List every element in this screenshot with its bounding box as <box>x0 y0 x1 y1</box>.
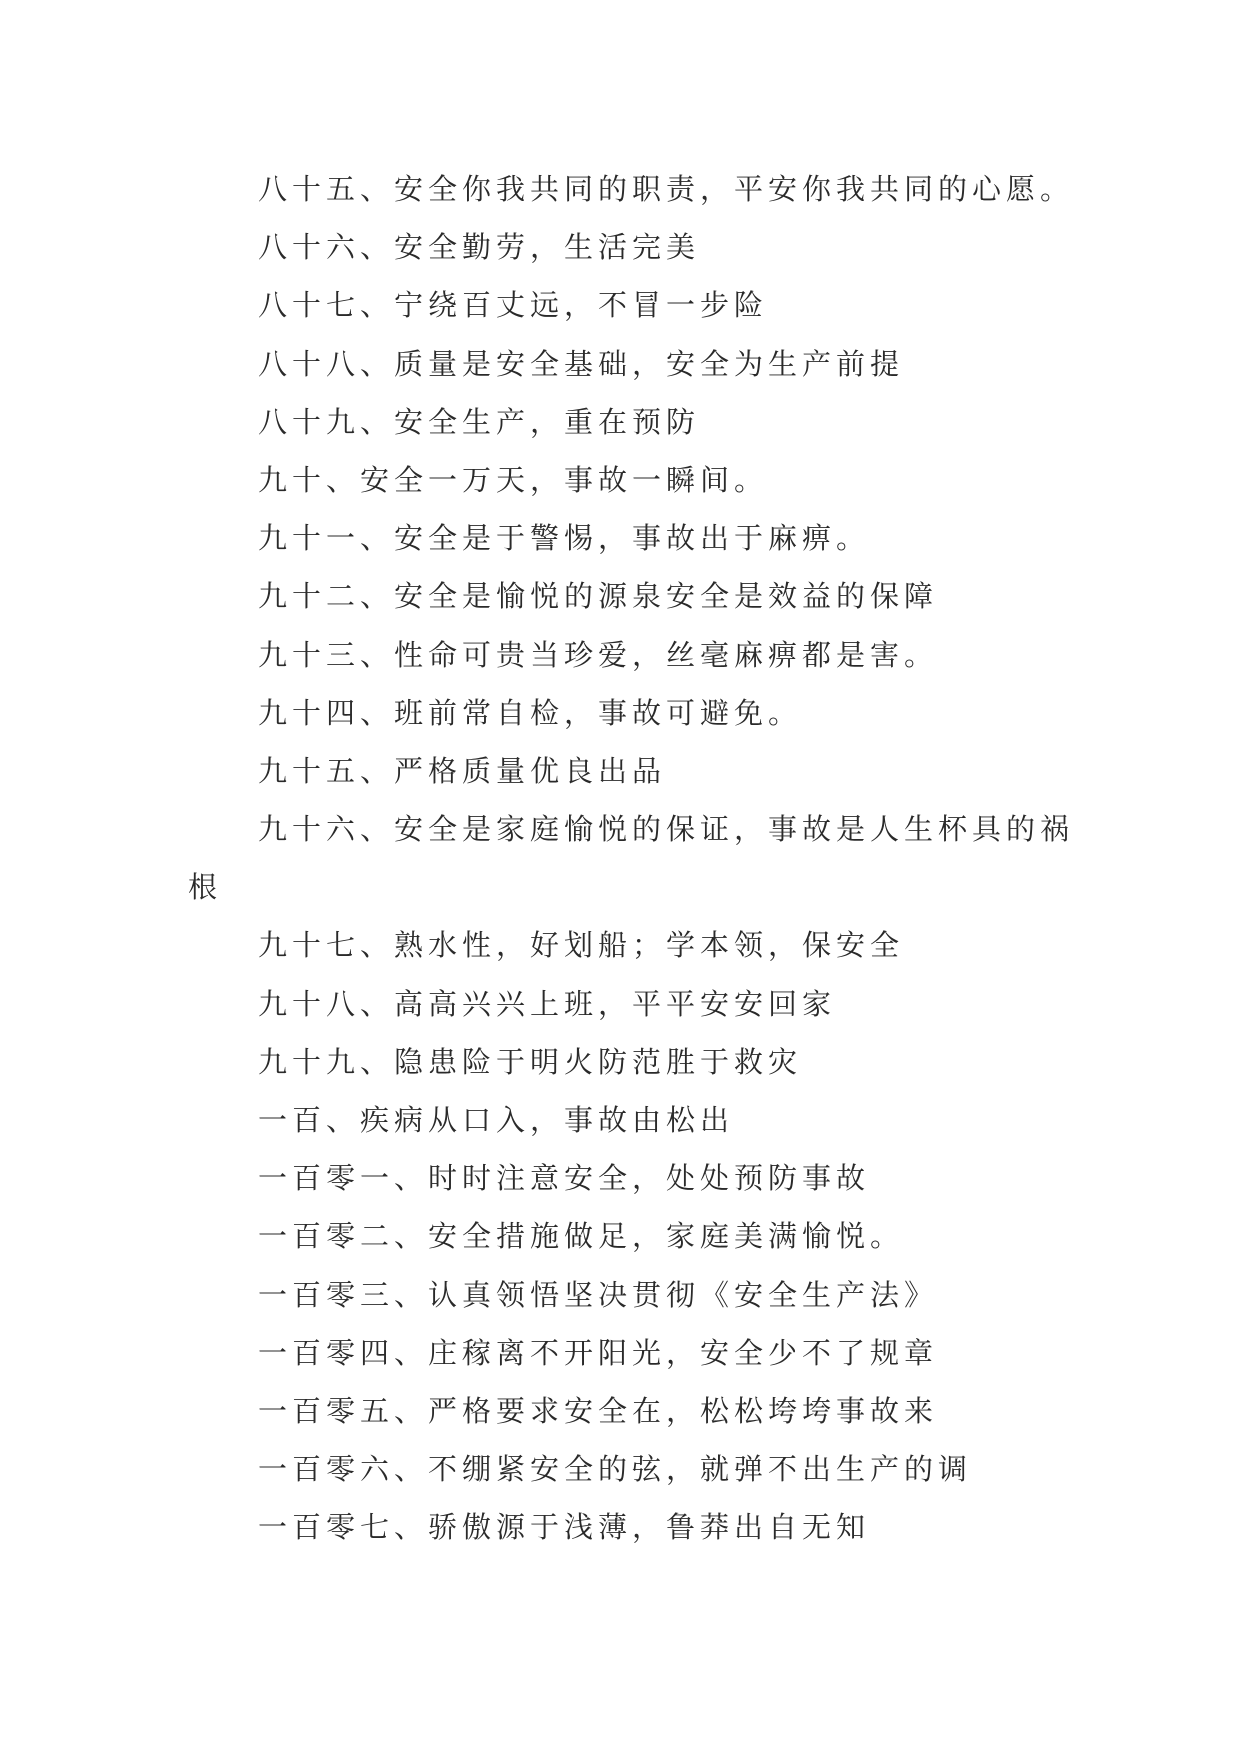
slogan-line: 九十二、安全是愉悦的源泉安全是效益的保障 <box>258 579 939 614</box>
slogan-line: 九十九、隐患险于明火防范胜于救灾 <box>258 1044 803 1079</box>
slogan-line: 一百零五、严格要求安全在，松松垮垮事故来 <box>258 1393 939 1428</box>
slogan-line: 八十八、质量是安全基础，安全为生产前提 <box>258 346 905 381</box>
slogan-line: 八十九、安全生产，重在预防 <box>258 404 701 439</box>
slogan-line: 一百零三、认真领悟坚决贯彻《安全生产法》 <box>258 1277 939 1312</box>
slogan-line: 九十、安全一万天，事故一瞬间。 <box>258 462 769 497</box>
slogan-line: 一百零四、庄稼离不开阳光，安全少不了规章 <box>258 1335 939 1370</box>
slogan-line: 九十五、严格质量优良出品 <box>258 753 667 788</box>
slogan-line: 九十八、高高兴兴上班，平平安安回家 <box>258 986 837 1021</box>
slogan-line: 九十四、班前常自检，事故可避免。 <box>258 695 803 730</box>
slogan-line: 九十六、安全是家庭愉悦的保证，事故是人生杯具的祸 <box>258 812 1075 847</box>
slogan-line: 一百零七、骄傲源于浅薄，鲁莽出自无知 <box>258 1510 871 1545</box>
slogan-line: 一百、疾病从口入，事故由松出 <box>258 1103 735 1137</box>
slogan-line: 八十五、安全你我共同的职责，平安你我共同的心愿。 <box>258 172 1075 206</box>
slogan-line: 九十三、性命可贵当珍爱，丝毫麻痹都是害。 <box>258 637 939 672</box>
slogan-line: 一百零二、安全措施做足，家庭美满愉悦。 <box>258 1219 905 1254</box>
slogan-line-continuation: 根 <box>188 870 223 905</box>
slogan-line: 九十一、安全是于警惕，事故出于麻痹。 <box>258 521 871 556</box>
slogan-line: 八十六、安全勤劳，生活完美 <box>258 230 701 265</box>
slogan-line: 九十七、熟水性，好划船；学本领，保安全 <box>258 928 905 963</box>
slogan-line: 一百零一、时时注意安全，处处预防事故 <box>258 1161 871 1196</box>
slogan-line: 八十七、宁绕百丈远，不冒一步险 <box>258 288 769 323</box>
slogan-list <box>188 160 1088 1557</box>
slogan-line: 一百零六、不绷紧安全的弦，就弹不出生产的调 <box>258 1452 973 1487</box>
